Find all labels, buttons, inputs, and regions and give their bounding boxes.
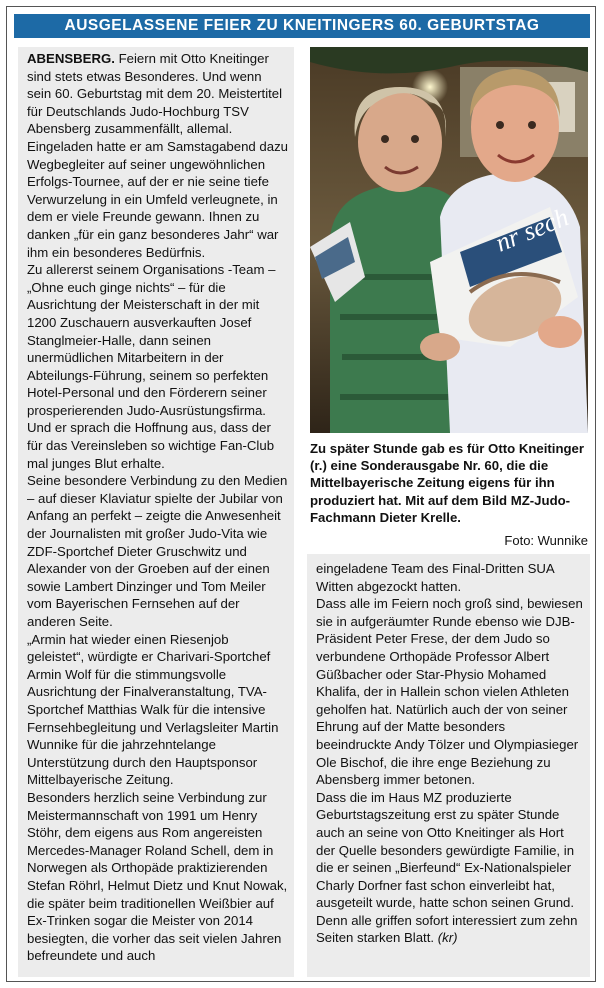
newspaper-title: nr sech: [491, 202, 573, 258]
paragraph: [316, 789, 584, 947]
article-column-left: [18, 47, 294, 977]
paragraph: Seine besondere Verbindung zu den Medien – auf dieser Klaviatur spielte der Jubilar von Anfang an perfekt – zeigte die Anwesenheit der Journalisten mit großer Judo-Vita wie ZDF-Sportchef Dieter Gruschwitz und Alexander von der Groeben auf der einen sowie Lambert Dinzinger und Tom Meiler vom Bayerischen Fernsehen auf der anderen Seite.: [27, 473, 288, 629]
paragraph: Zu allererst seinem Organisations -Team – „Ohne euch ginge nichts“ – für die Ausrichtung der Meisterschaft in der mit 1200 Zuschauern ausverkauften Josef Stanglmeier-Halle, dann seinen unermüdlichen Mitarbeitern in der Abteilungs-Führung, seinem so perfekten Hotel-Personal und den Förderern seiner prosperierenden Judo-Ausrüstungsfirma.: [27, 262, 276, 418]
dateline: ABENSBERG.: [27, 51, 115, 66]
author-initials: (kr): [437, 930, 458, 946]
paragraph-text: Dass die im Haus MZ produzierte Geburtstagszeitung erst zu später Stunde auch an seine von Otto Kneitinger als Hort der Quelle besonders gewürdigte Familie, in die er seinen „Bierfeund“ Ex-Nationalspieler Charly Dorfner fast schon einverleibt hat, ausgeteilt wurde, hatte schon seinen Grund. Denn alle griffen sofort interessiert zum zehn Seiten starken Blatt.: [316, 789, 578, 946]
paragraph: Besonders herzlich seine Verbindung zur Meistermannschaft von 1991 um Henry Stöhr, dem eigens aus Rom angereisten Mercedes-Manager Roland Schell, dem in Norwegen als Orthopäde praktizierenden Stefan Röhrl, Helmut Dietz und Knut Nowak, die später beim traditionellen Weißbier auf Ex-Trinken sogar die Meister von 2014 besiegten, die vorher das seit vielen Jahren befreundete und auch: [27, 789, 288, 964]
paragraph-text: Feiern mit Otto Kneitinger sind stets etwas Besonderes. Und wenn sein 60. Geburtstag mit dem 20. Meistertitel für Deutschlands Judo-Hochburg TSV Abensberg zusammenfällt, allemal. Eingeladen hatte er am Samstagabend dazu Wegbegleiter auf seiner ungewöhnlichen Erfolgs-Tournee, auf der er nie seine tiefe Verwurzelung in ein Umfeld verleugnete, in dem er viele Freunde gewann. Ihnen zu danken „für ein ganz besonderes Jahr“ war ihm ein besonderes Bedürfnis.: [27, 51, 289, 260]
headline: AUSGELASSENE FEIER ZU KNEITINGERS 60. GEBURTSTAG: [14, 14, 590, 38]
photo-credit: Foto: Wunnike: [504, 533, 588, 548]
photo-illustration: [310, 47, 588, 433]
paragraph: Dass alle im Feiern noch groß sind, bewiesen sie in aufgeräumter Runde ebenso wie DJB-Präsident Peter Frese, der dem Judo so verbundene Orthopäde Professor Albert Güßbacher oder Star-Physio Mohamed Khalifa, der in Hallein schon vielen Athleten geholfen hat. Natürlich auch der von seiner Ehrung auf der Matte besonders beeindruckte Andy Tölzer und Olympiasieger Ole Bischof, die ihre enge Beziehung zu Abensberg immer betonen.: [316, 596, 583, 788]
photo-caption: Zu später Stunde gab es für Otto Kneitinger (r.) eine Sonderausgabe Nr. 60, die die Mittelbayerische Zeitung eigens für ihn produziert hat. Mit auf dem Bild MZ-Judo-Fachmann Dieter Krelle.: [310, 441, 585, 525]
paragraph: „Armin hat wieder einen Riesenjob geleistet“, würdigte er Charivari-Sportchef Armin Wolf für die stimmungsvolle Ausrichtung der Finalveranstaltung, TVA-Sportchef Matthias Walk für die intensive Fernsehbegleitung und Verlagsleiter Martin Wunnike für die jahrzehntelange Unterstützung durch den Hauptsponsor Mittelbayerische Zeitung.: [27, 631, 279, 788]
article-column-right: [307, 554, 590, 977]
article-photo: [310, 47, 588, 433]
paragraph: [27, 50, 288, 261]
paragraph: Und er sprach die Hoffnung aus, dass der für das Vereinsleben so wichtige Fan-Club mal junges Blut erhalte.: [27, 420, 275, 471]
paragraph: eingeladene Team des Final-Dritten SUA Witten abgezockt hatten.: [316, 561, 554, 594]
